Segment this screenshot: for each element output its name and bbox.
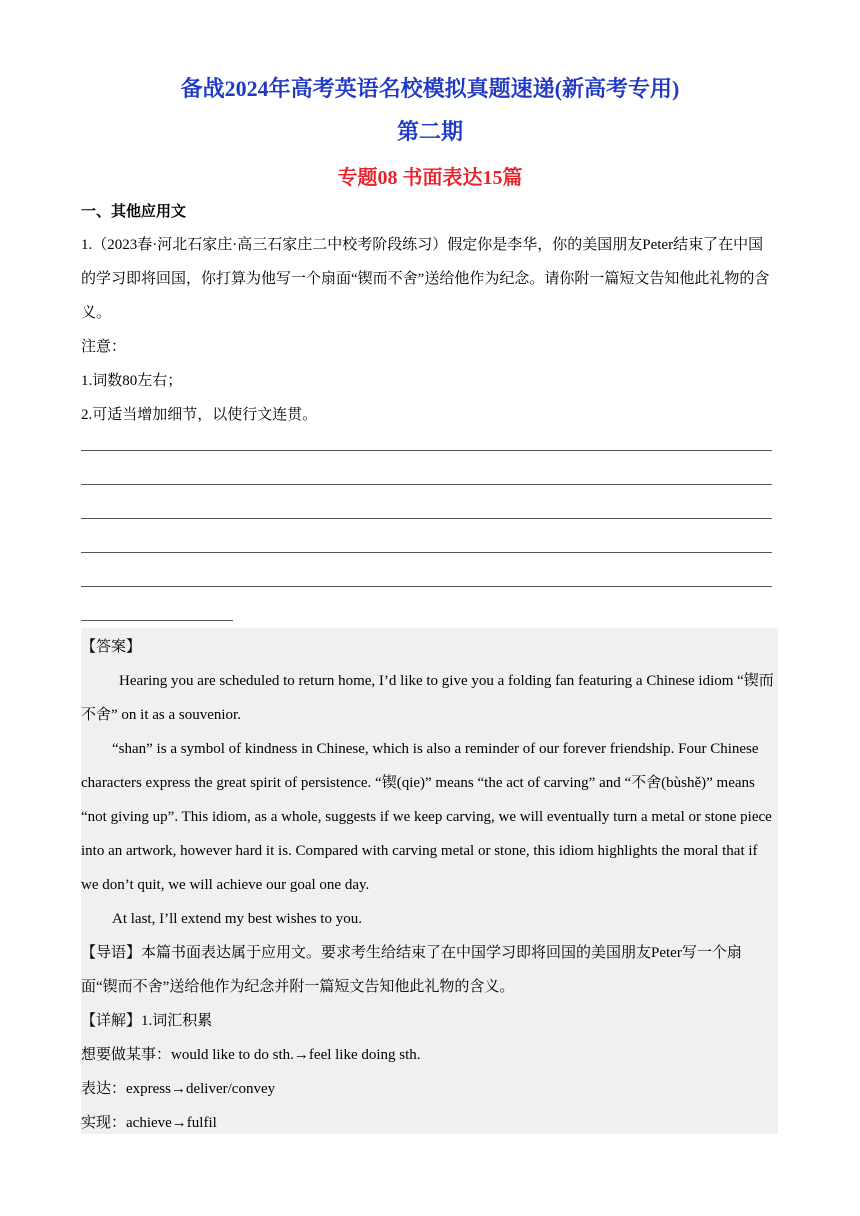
notice-label: 注意： [81, 339, 127, 355]
answer-blank-line[interactable] [81, 450, 772, 451]
answer-paragraph-1: Hearing you are scheduled to return home, I’d like to give you a folding fan featuring a Chinese idiom “锲而不舍” on it as a souvenior. [81, 673, 774, 723]
answer-blank-line[interactable] [81, 518, 772, 519]
rule-word-count: 1.词数80左右； [81, 373, 183, 389]
answer-blank-line[interactable] [81, 620, 233, 621]
detail-label: 【详解】 [81, 1013, 142, 1029]
rule-details: 2.可适当增加细节，以使行文连贯。 [81, 407, 318, 423]
question-text: 1.（2023春·河北石家庄·高三石家庄二中校考阶段练习）假定你是李华，你的美国朋友Peter结束了在中国的学习即将回国，你打算为他写一个扇面“锲而不舍”送给他作为纪念。请你附一篇短文告知他此礼物的含义。 [81, 237, 770, 321]
detail-title: 1.词汇积累 [141, 1013, 213, 1029]
answer-label: 【答案】 [81, 639, 142, 655]
answer-blank-line[interactable] [81, 586, 772, 587]
answer-paragraph-3: At last, I’ll extend my best wishes to you. [112, 911, 362, 927]
vocab-item: 想要做某事：would like to do sth.→feel like doing sth. [81, 1047, 421, 1063]
answer-blank-line[interactable] [81, 552, 772, 553]
answer-section [81, 628, 778, 1134]
vocab-item: 实现：achieve→fulfil [81, 1115, 217, 1131]
question-block [81, 228, 778, 432]
document-title: 备战2024年高考英语名校模拟真题速递(新高考专用) [180, 76, 680, 101]
detail-heading [81, 1004, 778, 1038]
guide-text: 本篇书面表达属于应用文。要求考生给结束了在中国学习即将回国的美国朋友Peter写一个扇面“锲而不舍”送给他作为纪念并附一篇短文告知他此礼物的含义。 [81, 945, 742, 995]
guide-label: 【导语】 [81, 945, 142, 961]
vocab-item: 表达：express→deliver/convey [81, 1081, 276, 1097]
guide-paragraph [81, 936, 778, 1004]
answer-paragraph-2: “shan” is a symbol of kindness in Chinese, which is also a reminder of our forever friendship. Four Chinese characters express the great spirit of persistence. “锲(qie)” means “the act of carving” and “不舍(bùshě)” means “not giving up”. This idiom, as a whole, suggests if we keep carving, we will eventually turn a metal or stone piece into an artwork, however hard it is. Compared with carving metal or stone, this idiom highlights the moral that if we don’t quit, we will achieve our goal one day. [81, 741, 772, 893]
topic-title: 专题08 书面表达15篇 [337, 167, 523, 189]
section-heading: 一、其他应用文 [81, 204, 187, 220]
document-subtitle-issue: 第二期 [396, 119, 463, 144]
answer-blank-line[interactable] [81, 484, 772, 485]
